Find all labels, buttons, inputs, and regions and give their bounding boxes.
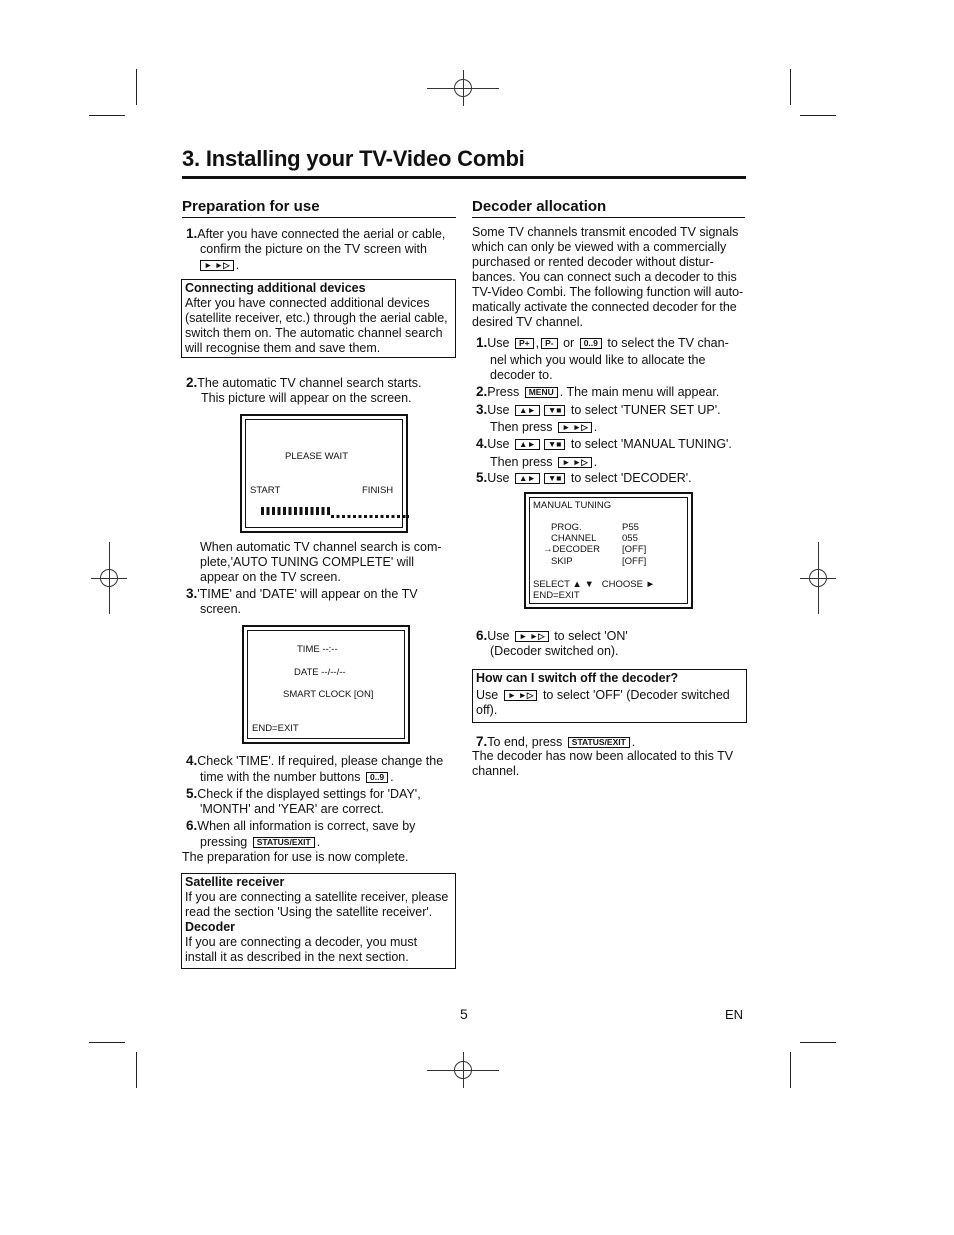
channel-value: 055: [622, 533, 638, 544]
down-key: ▼■: [544, 473, 566, 484]
right-step-1-line3: decoder to.: [490, 368, 553, 382]
status-exit-key: STATUS/EXIT: [568, 737, 630, 748]
right-step-4: 4.Use ▲► ▼■ to select 'MANUAL TUNING'.: [476, 436, 732, 451]
up-key: ▲►: [515, 439, 540, 450]
crop-mark: [136, 1052, 137, 1088]
play-key: ► ►▷: [504, 690, 538, 701]
right-step-2: 2.Press MENU . The main menu will appear.: [476, 384, 720, 399]
right-step-1-line2: nel which you would like to allocate the: [490, 353, 706, 367]
complete-line1: When automatic TV channel search is com-: [200, 540, 442, 554]
intro-line-2: which can only be viewed with a commercially: [472, 240, 727, 254]
number-key: 0..9: [366, 772, 388, 783]
play-key: ► ►▷: [558, 422, 592, 433]
satellite-decoder-box: Satellite receiver If you are connecting a satellite receiver, please read the section 'Using the satellite receiver'. Decoder If you are connecting a decoder, you must install it as described in the next section.: [181, 873, 456, 969]
tv-screen-manual-tuning: [524, 492, 693, 609]
left-heading-rule: [182, 217, 456, 218]
up-key: ▲►: [515, 473, 540, 484]
skip-value: [OFF]: [622, 556, 647, 567]
right-heading: Decoder allocation: [472, 198, 607, 215]
right-heading-rule: [472, 217, 745, 218]
decoder-value: [OFF]: [622, 544, 647, 555]
progress-bar: [250, 496, 409, 529]
crop-mark: [89, 1042, 125, 1043]
registration-mark: [445, 70, 481, 106]
left-step-5-line2: 'MONTH' and 'YEAR' are correct.: [200, 802, 384, 816]
right-step-6: 6.Use ► ►▷ to select 'ON': [476, 628, 628, 643]
play-key: ► ►▷: [558, 457, 592, 468]
left-step-1-line2: confirm the picture on the TV screen with: [200, 242, 427, 256]
crop-mark: [89, 115, 125, 116]
registration-mark: [91, 560, 127, 596]
p-plus-key: P+: [515, 338, 534, 349]
left-step-5: 5.Check if the displayed settings for 'DAY',: [186, 786, 421, 801]
switch-off-decoder-box: How can I switch off the decoder? Use ► ►▷ to select 'OFF' (Decoder switched off).: [472, 669, 747, 723]
title-rule: [182, 176, 746, 179]
right-step-3-then: Then press ► ►▷ .: [490, 420, 598, 434]
finish-label: FINISH: [362, 485, 394, 496]
down-key: ▼■: [544, 439, 566, 450]
down-key: ▼■: [544, 405, 566, 416]
prog-label: PROG.: [551, 522, 582, 533]
prog-value: P55: [622, 522, 639, 533]
crop-mark: [136, 69, 137, 105]
select-choose-text: SELECT ▲ ▼ CHOOSE ►: [533, 579, 656, 590]
language-label: EN: [725, 1007, 744, 1022]
left-step-2-line2: This picture will appear on the screen.: [201, 391, 412, 405]
intro-line-5: TV-Video Combi. The following function will auto-: [472, 285, 744, 299]
page-title: 3. Installing your TV-Video Combi: [182, 146, 525, 171]
intro-line-4: bances. You can connect such a decoder to this: [472, 270, 737, 284]
left-step-3: 3.'TIME' and 'DATE' will appear on the TV: [186, 586, 418, 601]
left-step-6-line2: pressing STATUS/EXIT .: [200, 835, 321, 849]
date-text: DATE --/--/--: [294, 667, 346, 678]
right-step-5: 5.Use ▲► ▼■ to select 'DECODER'.: [476, 470, 692, 485]
crop-mark: [800, 1042, 836, 1043]
registration-mark: [800, 560, 836, 596]
intro-line-3: purchased or rented decoder without distur-: [472, 255, 714, 269]
crop-mark: [800, 115, 836, 116]
left-heading: Preparation for use: [182, 198, 320, 215]
left-step-3-line2: screen.: [200, 602, 241, 616]
page-number: 5: [460, 1006, 468, 1022]
left-step-6: 6.When all information is correct, save by: [186, 818, 416, 833]
right-step-4-then: Then press ► ►▷ .: [490, 455, 598, 469]
crop-mark: [790, 69, 791, 105]
connecting-devices-box: Connecting additional devices After you have connected additional devices (satellite receiver, etc.) through the aerial cable, switch them on. The automatic channel search will recognise them and save them.: [181, 279, 456, 358]
left-step-2: 2.The automatic TV channel search starts.: [186, 375, 422, 390]
right-step-7-line3: channel.: [472, 764, 520, 778]
end-exit-text: END=EXIT: [533, 590, 580, 601]
right-step-6-line2: (Decoder switched on).: [490, 644, 619, 658]
tv-screen-time-date: [242, 625, 410, 744]
start-label: START: [250, 485, 281, 496]
right-step-1: 1.Use P+ , P- or 0..9 to select the TV chan-: [476, 335, 729, 350]
manual-tuning-title: MANUAL TUNING: [533, 500, 612, 511]
right-step-3: 3.Use ▲► ▼■ to select 'TUNER SET UP'.: [476, 402, 721, 417]
left-step-1: 1.After you have connected the aerial or cable,: [186, 226, 446, 241]
right-step-7-line2: The decoder has now been allocated to this TV: [472, 749, 734, 763]
left-step-4: 4.Check 'TIME'. If required, please change the: [186, 753, 444, 768]
registration-mark: [445, 1052, 481, 1088]
preparation-complete: The preparation for use is now complete.: [182, 850, 409, 864]
play-key: ► ►▷: [200, 260, 234, 271]
intro-line-1: Some TV channels transmit encoded TV signals: [472, 225, 739, 239]
play-key: ► ►▷: [515, 631, 549, 642]
up-key: ▲►: [515, 405, 540, 416]
left-step-1-line3: ► ►▷ .: [198, 258, 239, 273]
smart-clock-text: SMART CLOCK [ON]: [283, 689, 374, 700]
tv-screen-please-wait: [240, 414, 408, 533]
p-minus-key: P-: [541, 338, 558, 349]
status-exit-key: STATUS/EXIT: [253, 837, 315, 848]
skip-label: SKIP: [551, 556, 573, 567]
intro-line-7: desired TV channel.: [472, 315, 583, 329]
time-text: TIME --:--: [297, 644, 338, 655]
end-exit-text: END=EXIT: [252, 723, 299, 734]
crop-mark: [790, 1052, 791, 1088]
complete-line3: appear on the TV screen.: [200, 570, 341, 584]
decoder-label: →DECODER: [543, 544, 601, 555]
channel-label: CHANNEL: [551, 533, 597, 544]
complete-line2: plete,'AUTO TUNING COMPLETE' will: [200, 555, 415, 569]
left-step-4-line2: time with the number buttons 0..9 .: [200, 770, 394, 784]
menu-key: MENU: [525, 387, 558, 398]
number-key: 0..9: [580, 338, 602, 349]
please-wait-text: PLEASE WAIT: [285, 451, 348, 462]
right-step-7: 7.To end, press STATUS/EXIT .: [476, 734, 636, 749]
intro-line-6: matically activate the connected decoder for the: [472, 300, 737, 314]
